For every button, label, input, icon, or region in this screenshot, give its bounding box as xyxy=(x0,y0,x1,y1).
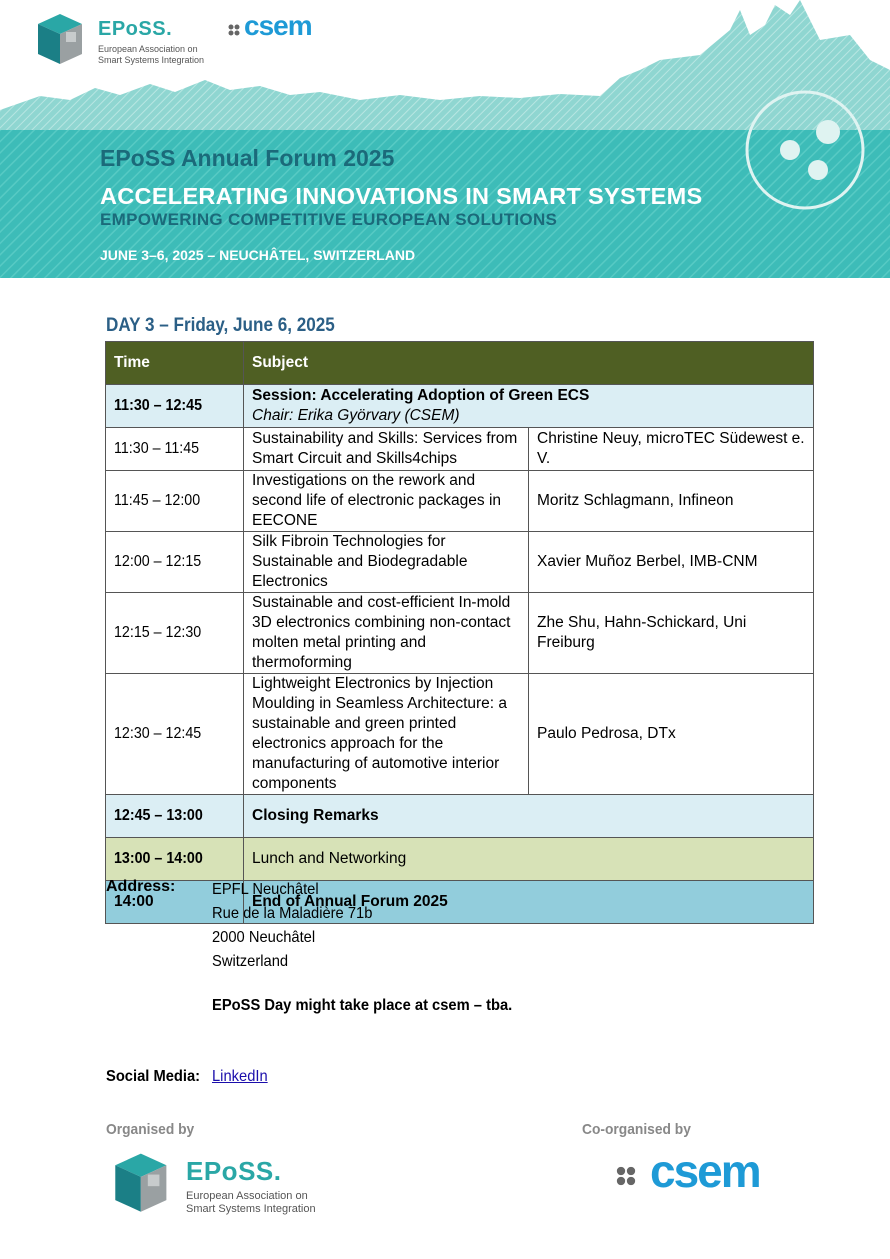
gear-circle-graphic xyxy=(740,80,870,220)
session-title: Session: Accelerating Adoption of Green ECS xyxy=(252,387,590,404)
session-row xyxy=(106,385,814,428)
header-time: Time xyxy=(106,342,244,385)
eposs-tagline-line-2: Smart Systems Integration xyxy=(98,55,205,65)
talk-speaker: Paulo Pedrosa, DTx xyxy=(529,674,814,795)
end-subject: End of Annual Forum 2025 xyxy=(244,881,814,924)
closing-row xyxy=(106,795,814,838)
talk-title: Investigations on the rework and second life of electronic packages in EECONE xyxy=(244,471,529,532)
eposs-footer-logo xyxy=(106,1150,326,1222)
talk-time: 11:30 – 11:45 xyxy=(106,428,244,471)
csem-footer-logo xyxy=(616,1145,796,1200)
eposs-tagline xyxy=(186,1190,316,1216)
csem-dots-icon xyxy=(228,24,240,36)
csem-wordmark: csem xyxy=(244,10,312,41)
talk-time: 12:00 – 12:15 xyxy=(106,532,244,593)
eposs-wordmark: EPoSS. xyxy=(98,18,173,40)
session-chair: Chair: Erika Györvary (CSEM) xyxy=(252,407,460,424)
venue-note: EPoSS Day might take place at csem – tba. xyxy=(212,997,513,1014)
linkedin-link[interactable]: LinkedIn xyxy=(212,1068,268,1085)
talk-time: 11:45 – 12:00 xyxy=(106,471,244,532)
organised-by-label: Organised by xyxy=(106,1121,195,1138)
closing-subject: Closing Remarks xyxy=(244,795,814,838)
banner-date-place: JUNE 3–6, 2025 – NEUCHÂTEL, SWITZERLAND xyxy=(100,247,416,263)
header-subject: Subject xyxy=(244,342,814,385)
talk-speaker: Moritz Schlagmann, Infineon xyxy=(529,471,814,532)
table-row xyxy=(106,593,814,674)
table-row xyxy=(106,471,814,532)
table-row xyxy=(106,428,814,471)
talk-title: Sustainability and Skills: Services from Smart Circuit and Skills4chips xyxy=(244,428,529,471)
lunch-time: 13:00 – 14:00 xyxy=(106,838,244,881)
banner-title: EPoSS Annual Forum 2025 xyxy=(100,145,395,171)
address-line: 2000 Neuchâtel xyxy=(212,929,316,946)
talk-speaker: Zhe Shu, Hahn-Schickard, Uni Freiburg xyxy=(529,593,814,674)
banner-subtitle-1: ACCELERATING INNOVATIONS IN SMART SYSTEMS xyxy=(100,183,703,209)
day-heading: DAY 3 – Friday, June 6, 2025 xyxy=(106,315,335,336)
table-row xyxy=(106,532,814,593)
talk-time: 12:30 – 12:45 xyxy=(106,674,244,795)
talk-title: Silk Fibroin Technologies for Sustainable and Biodegradable Electronics xyxy=(244,532,529,593)
eposs-cube-icon xyxy=(30,12,92,70)
header-banner xyxy=(0,0,890,278)
eposs-tagline xyxy=(98,44,204,66)
eposs-tagline-line-2: Smart Systems Integration xyxy=(186,1203,316,1215)
social-media-label: Social Media: xyxy=(106,1068,201,1085)
talk-speaker: Xavier Muñoz Berbel, IMB-CNM xyxy=(529,532,814,593)
talk-title: Sustainable and cost-efficient In-mold 3D electronics combining non-contact molten metal printing and thermoforming xyxy=(244,593,529,674)
eposs-logo xyxy=(30,12,220,72)
address-label: Address: xyxy=(106,878,176,895)
schedule-table xyxy=(105,341,814,924)
banner-subtitle-2: EMPOWERING COMPETITIVE EUROPEAN SOLUTIONS xyxy=(100,210,558,229)
eposs-wordmark: EPoSS. xyxy=(186,1156,282,1186)
table-header-row xyxy=(106,342,814,385)
address-line: Rue de la Maladière 71b xyxy=(212,905,373,922)
closing-time: 12:45 – 13:00 xyxy=(106,795,244,838)
eposs-cube-icon xyxy=(106,1150,178,1220)
lunch-row xyxy=(106,838,814,881)
csem-dots-icon xyxy=(616,1166,636,1186)
talk-time: 12:15 – 12:30 xyxy=(106,593,244,674)
csem-wordmark: csem xyxy=(650,1145,760,1197)
session-subject xyxy=(244,385,814,428)
talk-speaker: Christine Neuy, microTEC Südewest e. V. xyxy=(529,428,814,471)
address-line: EPFL Neuchâtel xyxy=(212,881,319,898)
address-line: Switzerland xyxy=(212,953,289,970)
eposs-tagline-line-1: European Association on xyxy=(186,1190,308,1202)
lunch-subject: Lunch and Networking xyxy=(244,838,814,881)
co-organised-by-label: Co-organised by xyxy=(582,1121,691,1138)
table-row xyxy=(106,674,814,795)
session-time: 11:30 – 12:45 xyxy=(106,385,244,428)
end-time: 14:00 xyxy=(106,881,244,924)
address-block xyxy=(212,878,386,974)
talk-title: Lightweight Electronics by Injection Moulding in Seamless Architecture: a sustainable and green printed electronics approach for the manufacturing of automotive interior components xyxy=(244,674,529,795)
eposs-tagline-line-1: European Association on xyxy=(98,44,198,54)
